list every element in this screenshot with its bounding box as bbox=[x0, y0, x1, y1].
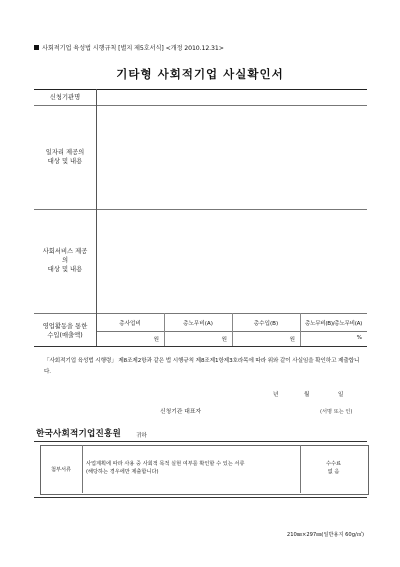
recipient-org: 한국사회적기업진흥원 bbox=[36, 429, 122, 439]
row-divider bbox=[34, 209, 367, 210]
revenue-column-header: 총노무비(B)/총노무비(A) bbox=[304, 321, 362, 327]
applicant-name-label: 신청기관명 bbox=[49, 94, 81, 101]
fee-cell bbox=[300, 460, 367, 476]
revenue-column-header: 총수입(B) bbox=[253, 321, 279, 327]
revenue-label-line: 영업활동을 통한 bbox=[42, 323, 88, 330]
law-reference bbox=[34, 43, 224, 52]
attachment-bottom-border bbox=[34, 497, 367, 498]
signer-label: 신청기관 대표자 bbox=[160, 409, 202, 415]
table-bottom-border bbox=[34, 346, 367, 347]
signature-note[interactable]: (서명 또는 인) bbox=[320, 409, 353, 415]
recipient-suffix: 귀하 bbox=[136, 433, 147, 439]
attachment-line: (해당하는 경우에만 제출합니다) bbox=[86, 469, 159, 475]
fee-label: 수수료 bbox=[325, 461, 342, 467]
service-label bbox=[34, 247, 96, 274]
service-label-line: 대상 및 내용 bbox=[47, 266, 83, 273]
jobs-content-field[interactable] bbox=[98, 107, 366, 208]
label-column-divider bbox=[96, 89, 97, 346]
date-year-label: 년 bbox=[273, 392, 279, 398]
service-label-line: 사회서비스 제공 bbox=[42, 248, 88, 255]
jobs-label-line: 대상 및 내용 bbox=[47, 158, 83, 165]
revenue-column-header: 총노무비(A) bbox=[183, 321, 213, 327]
attachment-divider bbox=[82, 445, 83, 493]
revenue-unit[interactable]: % bbox=[356, 335, 362, 341]
revenue-unit[interactable]: 원 bbox=[221, 337, 227, 343]
attachment-line: 사업계획에 따라 사용 중 사회적 목적 실현 여부를 확인할 수 있는 서류 bbox=[86, 461, 245, 467]
fee-value: 없 음 bbox=[327, 469, 340, 475]
table-top-border bbox=[34, 89, 367, 90]
revenue-unit[interactable]: 원 bbox=[289, 337, 295, 343]
date-month-label: 월 bbox=[304, 392, 310, 398]
date-day-label: 일 bbox=[338, 392, 344, 398]
revenue-label bbox=[34, 322, 96, 340]
jobs-label bbox=[34, 148, 96, 166]
declaration-text: 「사회적기업 육성법 시행령」 제8조제2항과 같은 법 시행규칙 제8조제1항제3호라목에 따라 위와 같이 사실임을 확인하고 제출합니다. bbox=[44, 358, 360, 375]
applicant-name-field[interactable] bbox=[98, 91, 366, 104]
revenue-label-line: 수입(매출액) bbox=[47, 332, 83, 339]
row-divider bbox=[34, 105, 367, 106]
form-title: 기타형 사회적기업 사실확인서 bbox=[116, 67, 284, 81]
paper-size-note: 210㎜×297㎜(일반용지 60g/㎡) bbox=[286, 532, 364, 538]
square-bullet-icon bbox=[34, 45, 39, 50]
attachment-label: 첨부서류 bbox=[50, 467, 72, 473]
jobs-label-line: 일자리 제공의 bbox=[45, 149, 85, 156]
service-label-line: 의 bbox=[61, 257, 69, 264]
revenue-unit[interactable]: 원 bbox=[153, 337, 159, 343]
attachment-top-border bbox=[34, 441, 367, 442]
row-divider bbox=[34, 313, 367, 314]
attachment-description bbox=[86, 460, 296, 476]
service-content-field[interactable] bbox=[98, 211, 366, 312]
law-reference-text: 사회적기업 육성법 시행규칙 [별지 제5호서식] <개정 2010.12.31> bbox=[42, 45, 224, 52]
revenue-column-header: 총사업비 bbox=[119, 321, 141, 327]
revenue-column-divider bbox=[300, 313, 301, 346]
